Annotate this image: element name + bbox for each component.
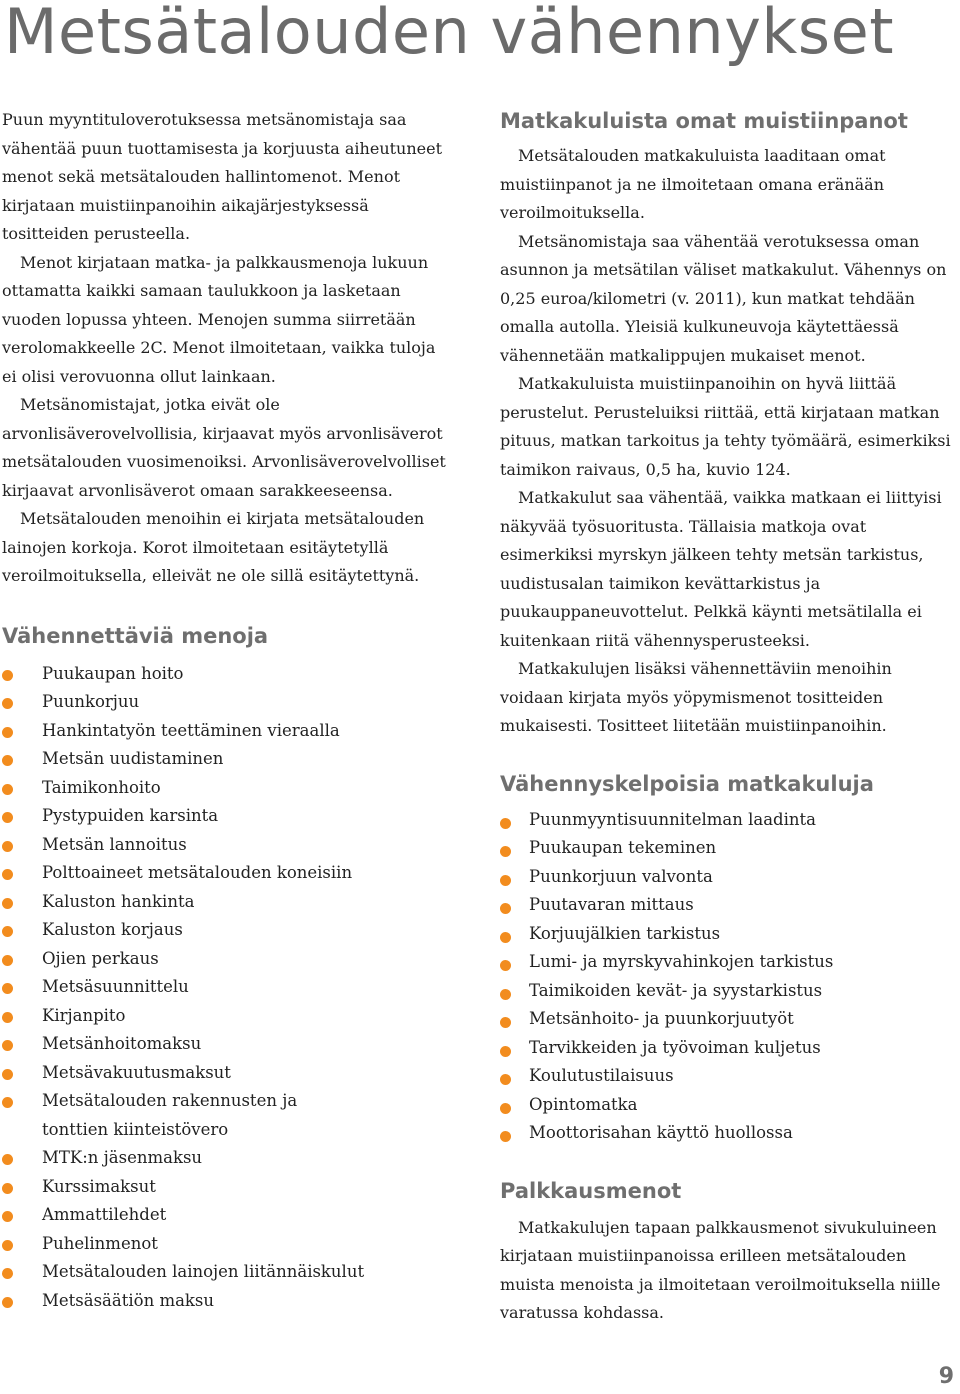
list-item: Puutavaran mittaus: [500, 891, 952, 920]
list-item: Polttoaineet metsätalouden koneisiin: [2, 859, 454, 888]
list-item: Metsänhoito- ja puunkorjuutyöt: [500, 1005, 952, 1034]
list-item: Pystypuiden karsinta: [2, 802, 454, 831]
bullet-icon: [2, 1240, 13, 1251]
bullet-icon: [500, 846, 511, 857]
section-heading-deductible-travel: Vähennyskelpoisia matkakuluja: [500, 771, 874, 796]
bullet-icon: [2, 898, 13, 909]
list-item: Metsänhoitomaksu: [2, 1030, 454, 1059]
bullet-icon: [2, 1154, 13, 1165]
page-title: Metsätalouden vähennykset: [4, 0, 895, 68]
body-paragraph: Metsänomistajat, jotka eivät ole arvonlisäverovelvollisia, kirjaavat myös arvonlisäverot metsätalouden vuosimenoiksi. Arvonlisäverovelvolliset kirjaavat arvonlisäverot omaan sarakkeeseensa.: [2, 395, 446, 500]
list-item: Metsätalouden rakennusten ja tonttien kiinteistövero: [2, 1087, 312, 1144]
bullet-icon: [2, 784, 13, 795]
body-paragraph: Matkakulut saa vähentää, vaikka matkaan ei liittyisi näkyvää työsuoritusta. Tällaisia matkoja ovat esimerkiksi myrskyn jälkeen tehty metsän tarkistus, uudistusalan taimikon kevättarkistus ja puukauppaneuvottelut. Pelkkä käynti metsätilalla ei kuitenkaan riitä vähennysperusteeksi.: [500, 488, 942, 650]
bullet-icon: [500, 932, 511, 943]
body-paragraph: Metsätalouden menoihin ei kirjata metsätalouden lainojen korkoja. Korot ilmoitetaan esitäytetyllä veroilmoituksella, elleivät ne ole sillä esitäytettynä.: [2, 509, 425, 585]
list-item: Metsätalouden lainojen liitännäiskulut: [2, 1258, 454, 1287]
body-paragraph: Matkakulujen tapaan palkkausmenot sivukuluineen kirjataan muistiinpanoissa erilleen metsätalouden muista menoista ja ilmoitetaan veroilmoituksella niille varatussa kohdassa.: [500, 1217, 941, 1322]
bullet-icon: [2, 983, 13, 994]
list-item: Puukaupan hoito: [2, 660, 454, 689]
bullet-icon: [2, 1297, 13, 1308]
bullet-icon: [2, 869, 13, 880]
bullet-icon: [2, 955, 13, 966]
list-item: Metsäsuunnittelu: [2, 973, 454, 1002]
list-item: Metsän uudistaminen: [2, 745, 454, 774]
bullet-icon: [2, 1040, 13, 1051]
bullet-icon: [2, 812, 13, 823]
bullet-icon: [500, 818, 511, 829]
list-item: Koulutustilaisuus: [500, 1062, 952, 1091]
list-item: Puunkorjuun valvonta: [500, 863, 952, 892]
body-paragraph: Menot kirjataan matka- ja palkkausmenoja lukuun ottamatta kaikki samaan taulukkoon ja lasketaan vuoden lopussa yhteen. Menojen summa siirretään verolomakkeelle 2C. Menot ilmoitetaan, vaikka tuloja ei olisi verovuonna ollut lainkaan.: [2, 252, 436, 386]
list-item: Korjuujälkien tarkistus: [500, 920, 952, 949]
deductible-expenses-list: [2, 660, 454, 1316]
bullet-icon: [500, 875, 511, 886]
list-item: Tarvikkeiden ja työvoiman kuljetus: [500, 1034, 952, 1063]
bullet-icon: [500, 1103, 511, 1114]
bullet-icon: [500, 989, 511, 1000]
list-item: Opintomatka: [500, 1091, 952, 1120]
list-item: Kaluston hankinta: [2, 888, 454, 917]
bullet-icon: [2, 1268, 13, 1279]
bullet-icon: [2, 1211, 13, 1222]
list-item: Puunmyyntisuunnitelman laadinta: [500, 806, 952, 835]
body-paragraph: Matkakuluista muistiinpanoihin on hyvä liittää perustelut. Perusteluiksi riittää, että kirjataan matkan pituus, matkan tarkoitus ja tehty työmäärä, esimerkiksi taimikon raivaus, 0,5 ha, kuvio 124.: [500, 374, 951, 479]
bullet-icon: [500, 960, 511, 971]
list-item: Lumi- ja myrskyvahinkojen tarkistus: [500, 948, 952, 977]
list-item: Metsäsäätiön maksu: [2, 1287, 454, 1316]
section-heading-deductible-expenses: Vähennettäviä menoja: [2, 623, 269, 648]
bullet-icon: [500, 903, 511, 914]
bullet-icon: [2, 926, 13, 937]
list-item: Taimikoiden kevät- ja syystarkistus: [500, 977, 952, 1006]
list-item: Hankintatyön teettäminen vieraalla: [2, 717, 454, 746]
page-number: 9: [938, 1364, 954, 1389]
list-item: Kaluston korjaus: [2, 916, 454, 945]
list-item: MTK:n jäsenmaksu: [2, 1144, 454, 1173]
bullet-icon: [500, 1017, 511, 1028]
list-item: Ammattilehdet: [2, 1201, 454, 1230]
bullet-icon: [500, 1046, 511, 1057]
bullet-icon: [2, 1012, 13, 1023]
section-heading-salary-expenses: Palkkausmenot: [500, 1178, 682, 1203]
right-column: [500, 106, 952, 1328]
section-heading-travel-notes: Matkakuluista omat muistiinpanot: [500, 109, 908, 133]
list-item: Taimikonhoito: [2, 774, 454, 803]
bullet-icon: [500, 1131, 511, 1142]
list-item: Puukaupan tekeminen: [500, 834, 952, 863]
list-item: Metsävakuutusmaksut: [2, 1059, 454, 1088]
bullet-icon: [2, 727, 13, 738]
bullet-icon: [2, 1097, 13, 1108]
list-item: Puunkorjuu: [2, 688, 454, 717]
bullet-icon: [2, 841, 13, 852]
bullet-icon: [2, 1183, 13, 1194]
list-item: Metsän lannoitus: [2, 831, 454, 860]
body-paragraph: Metsänomistaja saa vähentää verotuksessa oman asunnon ja metsätilan väliset matkakulut. Vähennys on 0,25 euroa/kilometri (v. 2011), kun matkat tehdään omalla autolla. Yleisiä kulkuneuvoja käytettäessä vähennetään matkalippujen mukaiset menot.: [500, 231, 947, 365]
list-item: Kurssimaksut: [2, 1173, 454, 1202]
bullet-icon: [500, 1074, 511, 1085]
list-item: Puhelinmenot: [2, 1230, 454, 1259]
list-item: Ojien perkaus: [2, 945, 454, 974]
left-column: [2, 106, 454, 1315]
list-item: Moottorisahan käyttö huollossa: [500, 1119, 952, 1148]
bullet-icon: [2, 670, 13, 681]
body-paragraph: Matkakulujen lisäksi vähennettäviin menoihin voidaan kirjata myös yöpymismenot tositteiden mukaisesti. Tositteet liitetään muistiinpanoihin.: [500, 659, 892, 735]
deductible-travel-list: [500, 806, 952, 1148]
body-paragraph: Metsätalouden matkakuluista laaditaan omat muistiinpanot ja ne ilmoitetaan omana eränään veroilmoituksella.: [500, 146, 886, 222]
intro-paragraph: Puun myyntituloverotuksessa metsänomistaja saa vähentää puun tuottamisesta ja korjuusta aiheutuneet menot sekä metsätalouden hallintomenot. Menot kirjataan muistiinpanoihin aikajärjestyksessä tositteiden perusteella.: [2, 110, 443, 243]
bullet-icon: [2, 1069, 13, 1080]
list-item: Kirjanpito: [2, 1002, 454, 1031]
bullet-icon: [2, 698, 13, 709]
bullet-icon: [2, 755, 13, 766]
